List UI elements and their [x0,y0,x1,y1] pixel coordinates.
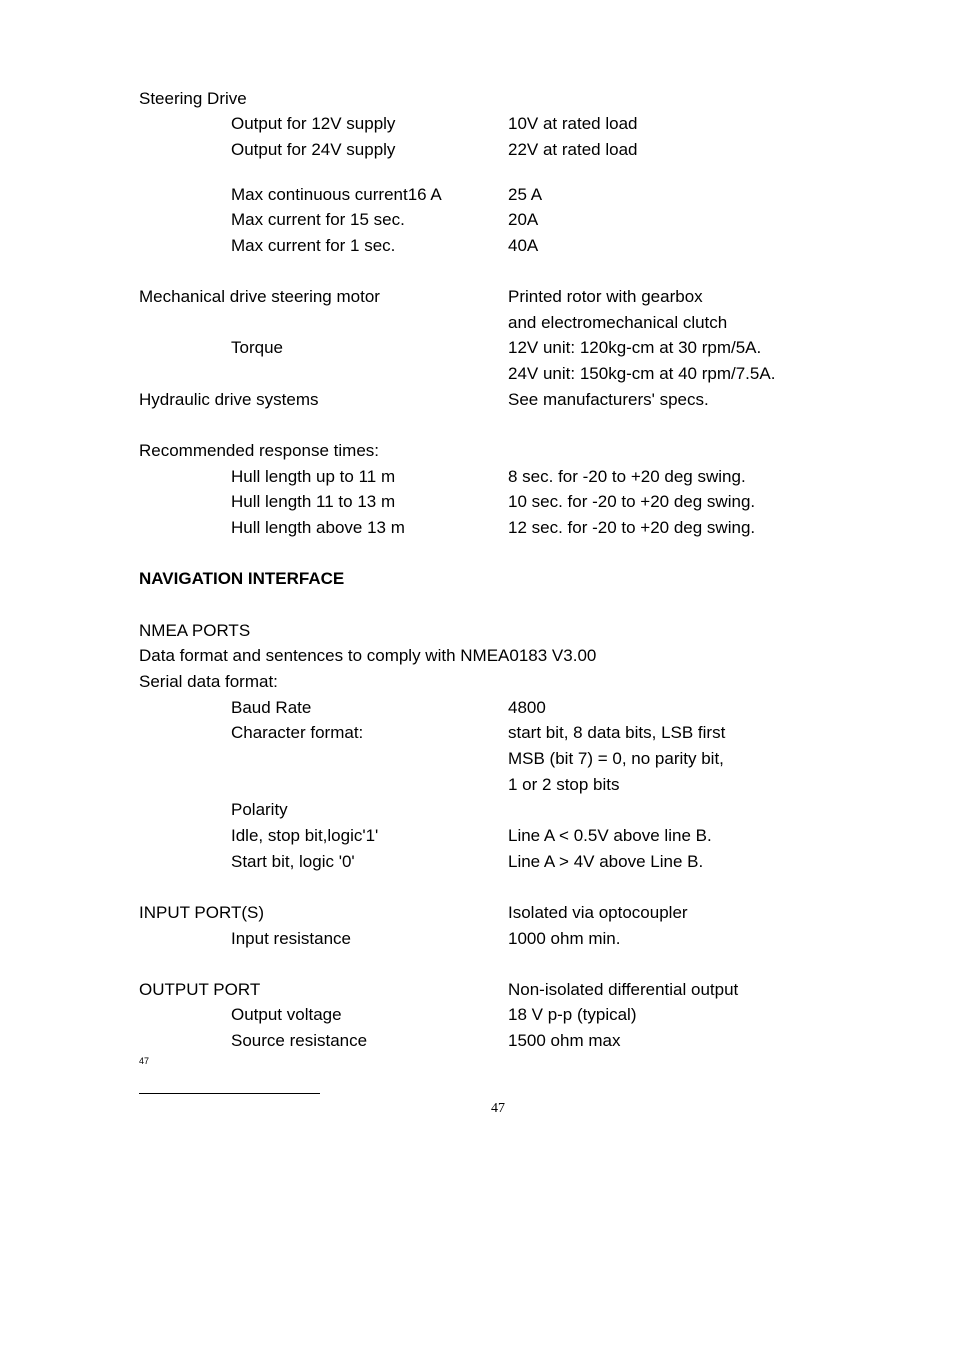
output-voltage-label: Output voltage [231,1005,342,1024]
nmea-format-line: Data format and sentences to comply with NMEA0183 V3.00 [139,646,597,665]
response-times-heading: Recommended response times: [139,441,380,460]
baud-rate-value: 4800 [508,698,546,717]
output-12v-value: 10V at rated load [508,114,638,133]
output-port-label: OUTPUT PORT [139,980,261,999]
steering-drive-heading: Steering Drive [139,89,247,108]
max-1sec-value: 40A [508,236,539,255]
character-format-value-2: MSB (bit 7) = 0, no parity bit, [508,749,724,768]
mechanical-drive-value-2: and electromechanical clutch [508,313,728,332]
hull-above-13-value: 12 sec. for -20 to +20 deg swing. [508,518,756,537]
character-format-value-3: 1 or 2 stop bits [508,775,620,794]
output-24v-label: Output for 24V supply [231,140,396,159]
input-port-label: INPUT PORT(S) [139,903,264,922]
hull-up-to-11-value: 8 sec. for -20 to +20 deg swing. [508,467,746,486]
hull-11-13-value: 10 sec. for -20 to +20 deg swing. [508,492,756,511]
hull-up-to-11-label: Hull length up to 11 m [231,467,396,486]
start-bit-label: Start bit, logic '0' [231,852,355,871]
torque-label: Torque [231,338,283,357]
source-resistance-value: 1500 ohm max [508,1031,621,1050]
max-15sec-value: 20A [508,210,539,229]
idle-stop-label: Idle, stop bit,logic'1' [231,826,379,845]
input-resistance-label: Input resistance [231,929,352,948]
hydraulic-label: Hydraulic drive systems [139,390,319,409]
torque-value-24v: 24V unit: 150kg-cm at 40 rpm/7.5A. [508,364,776,383]
character-format-label: Character format: [231,723,364,742]
output-voltage-value: 18 V p-p (typical) [508,1005,637,1024]
output-12v-label: Output for 12V supply [231,114,396,133]
hull-above-13-label: Hull length above 13 m [231,518,405,537]
footnote-marker: 47 [139,1056,150,1066]
navigation-interface-heading: NAVIGATION INTERFACE [139,569,345,588]
max-continuous-label: Max continuous current16 A [231,185,442,204]
polarity-label: Polarity [231,800,288,819]
mechanical-drive-label: Mechanical drive steering motor [139,287,380,306]
input-port-value: Isolated via optocoupler [508,903,688,922]
footnote-rule [139,1093,320,1094]
max-continuous-value: 25 A [508,185,543,204]
source-resistance-label: Source resistance [231,1031,368,1050]
serial-format-heading: Serial data format: [139,672,278,691]
baud-rate-label: Baud Rate [231,698,312,717]
start-bit-value: Line A > 4V above Line B. [508,852,704,871]
idle-stop-value: Line A < 0.5V above line B. [508,826,712,845]
hydraulic-value: See manufacturers' specs. [508,390,709,409]
max-1sec-label: Max current for 1 sec. [231,236,396,255]
hull-11-13-label: Hull length 11 to 13 m [231,492,396,511]
page-number: 47 [491,1101,505,1116]
max-15sec-label: Max current for 15 sec. [231,210,405,229]
output-port-value: Non-isolated differential output [508,980,739,999]
character-format-value-1: start bit, 8 data bits, LSB first [508,723,726,742]
input-resistance-value: 1000 ohm min. [508,929,621,948]
mechanical-drive-value-1: Printed rotor with gearbox [508,287,703,306]
output-24v-value: 22V at rated load [508,140,638,159]
torque-value-12v: 12V unit: 120kg-cm at 30 rpm/5A. [508,338,762,357]
nmea-ports-heading: NMEA PORTS [139,621,251,640]
